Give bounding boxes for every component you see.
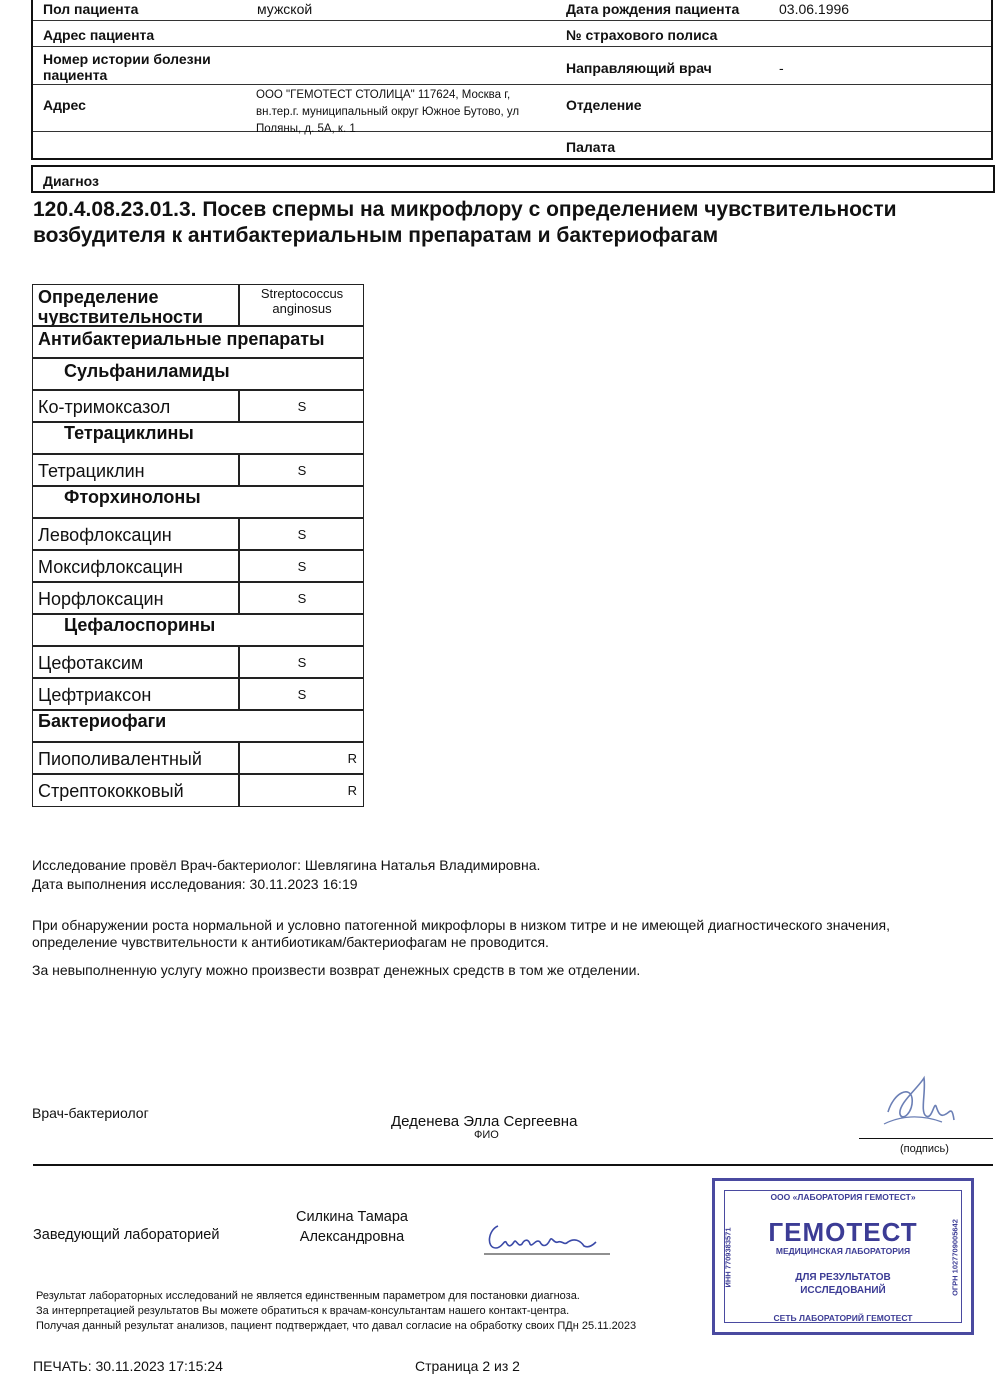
drug-result: S xyxy=(297,655,307,670)
sens-header xyxy=(38,287,203,327)
group-label: Цефалоспорины xyxy=(64,615,216,635)
addr-label: Адрес xyxy=(43,97,86,113)
sens-row xyxy=(32,645,364,679)
lab-stamp xyxy=(712,1178,974,1335)
sex-label: Пол пациента xyxy=(43,1,139,17)
bact-role: Врач-бактериолог xyxy=(32,1105,149,1121)
stamp-ogrn: ОГРН 1027709005642 xyxy=(950,1219,960,1296)
sens-row xyxy=(32,677,364,711)
sens-row xyxy=(32,517,364,551)
info-row-address xyxy=(33,20,991,47)
test-title-line: возбудителя к антибактериальным препаратам и бактериофагам xyxy=(33,224,719,247)
policy-label: № страхового полиса xyxy=(566,27,718,43)
sens-row xyxy=(32,549,364,583)
history-label-line: пациента xyxy=(43,67,108,83)
sens-row xyxy=(32,741,364,775)
drug-name: Пиополивалентный xyxy=(38,749,202,769)
drug-name: Левофлоксацин xyxy=(38,525,172,545)
organism-line: anginosus xyxy=(272,301,332,316)
section-divider xyxy=(33,1164,993,1166)
refund-note: За невыполненную услугу можно произвести возврат денежных средств в том же отделении. xyxy=(32,962,641,978)
test-title xyxy=(33,197,993,249)
group-label: Тетрациклины xyxy=(64,423,194,443)
group-label: Сульфаниламиды xyxy=(64,361,230,381)
sens-row xyxy=(32,389,364,423)
history-label-line: Номер истории болезни xyxy=(43,51,211,67)
drug-result: S xyxy=(297,463,307,478)
head-name xyxy=(295,1207,409,1247)
stamp-mid-line: ДЛЯ РЕЗУЛЬТАТОВ xyxy=(795,1272,891,1283)
drug-name: Тетрациклин xyxy=(38,461,145,481)
drug-result: R xyxy=(347,783,357,798)
sens-row xyxy=(32,581,364,615)
drug-name: Ко-тримоксазол xyxy=(38,397,171,417)
drug-result: S xyxy=(297,591,307,606)
dob-label: Дата рождения пациента xyxy=(566,1,740,17)
addr-value-line: Поляны, д. 5А, к. 1 xyxy=(256,123,356,135)
group-label: Бактериофаги xyxy=(38,711,167,731)
disclaimer-line: Получая данный результат анализов, пациент подтверждает, что давал согласие на обработку своих ПДн 25.11.2023 xyxy=(36,1320,637,1332)
print-date: ПЕЧАТЬ: 30.11.2023 17:15:24 xyxy=(33,1358,223,1374)
addr-value xyxy=(256,87,519,138)
sens-row xyxy=(32,773,364,807)
dept-label: Отделение xyxy=(566,97,642,113)
stamp-mid xyxy=(715,1271,971,1297)
signature-line xyxy=(859,1138,993,1139)
info-note-line: определение чувствительности к антибиотикам/бактериофагам не проводится. xyxy=(32,934,549,950)
head-role: Заведующий лабораторией xyxy=(33,1227,220,1243)
ward-label: Палата xyxy=(566,139,616,155)
sens-header-line: Определение xyxy=(38,287,159,307)
drug-result: S xyxy=(297,527,307,542)
disclaimer-line: За интерпретацией результатов Вы можете обратиться к врачам-консультантам нашего контакт-центра. xyxy=(36,1305,570,1317)
date-done: Дата выполнения исследования: 30.11.2023 16:19 xyxy=(32,876,358,892)
head-name-line: Силкина Тамара xyxy=(295,1209,408,1225)
stamp-top: ООО «ЛАБОРАТОРИЯ ГЕМОТЕСТ» xyxy=(770,1192,916,1202)
drug-result: S xyxy=(297,559,307,574)
group-ceph xyxy=(32,613,364,647)
stamp-sub: МЕДИЦИНСКАЯ ЛАБОРАТОРИЯ xyxy=(775,1246,911,1256)
group-phage xyxy=(32,709,364,743)
head-signature-icon xyxy=(484,1212,614,1262)
diagnosis-row xyxy=(31,165,995,193)
stamp-bottom: СЕТЬ ЛАБОРАТОРИЙ ГЕМОТЕСТ xyxy=(773,1313,913,1323)
drug-name: Цефтриаксон xyxy=(38,685,152,705)
diagnosis-label: Диагноз xyxy=(43,173,99,189)
organism-name xyxy=(241,286,363,316)
dob-value: 03.06.1996 xyxy=(779,1,850,17)
stamp-brand: ГЕМОТЕСТ xyxy=(768,1217,918,1247)
doctor-value: - xyxy=(779,60,784,76)
addr-value-line: вн.тер.г. муниципальный округ Южное Бутово, ул xyxy=(256,106,520,118)
sens-header-row xyxy=(32,284,364,327)
drug-name: Стрептококковый xyxy=(38,781,184,801)
test-title-line: 120.4.08.23.01.3. Посев спермы на микрофлору с определением чувствительности xyxy=(33,198,897,221)
bact-name: Деденева Элла Сергеевна xyxy=(391,1113,578,1130)
group-sulfa xyxy=(32,357,364,391)
drug-result: S xyxy=(297,399,307,414)
sign-caption: (подпись) xyxy=(900,1143,949,1155)
drug-name: Цефотаксим xyxy=(38,653,144,673)
group-tetra xyxy=(32,421,364,455)
group-label: Фторхинолоны xyxy=(64,487,201,507)
head-name-line: Александровна xyxy=(299,1229,405,1245)
group-fluoro xyxy=(32,485,364,519)
drug-result: R xyxy=(347,751,357,766)
organism-line: Streptococcus xyxy=(260,286,344,301)
drug-name: Моксифлоксацин xyxy=(38,557,183,577)
page-number: Страница 2 из 2 xyxy=(415,1358,520,1374)
stamp-mid-line: ИССЛЕДОВАНИЙ xyxy=(800,1285,886,1296)
stamp-inn: ИНН 7709383571 xyxy=(723,1227,733,1288)
group-label: Антибактериальные препараты xyxy=(38,329,325,349)
drug-result: S xyxy=(297,687,307,702)
disclaimer-line: Результат лабораторных исследований не является единственным параметром для постановки диагноза. xyxy=(36,1290,580,1302)
fio-caption: ФИО xyxy=(474,1129,499,1141)
sex-value: мужской xyxy=(257,1,313,17)
sens-row xyxy=(32,453,364,487)
info-note-line: При обнаружении роста нормальной и условно патогенной микрофлоры в низком титре и не имеющей диагностического значения, xyxy=(32,917,891,933)
doctor-label: Направляющий врач xyxy=(566,60,712,76)
bact-signature-icon xyxy=(880,1072,960,1138)
sens-header-line: чувствительности xyxy=(38,307,203,327)
group-antibacterial xyxy=(32,325,364,359)
address-label: Адрес пациента xyxy=(43,27,155,43)
drug-name: Норфлоксацин xyxy=(38,589,164,609)
addr-value-line: ООО "ГЕМОТЕСТ СТОЛИЦА" 117624, Москва г, xyxy=(256,89,511,101)
patient-info-table xyxy=(31,0,993,160)
history-label xyxy=(43,51,211,83)
performed-by: Исследование провёл Врач-бактериолог: Шевлягина Наталья Владимировна. xyxy=(32,857,541,873)
